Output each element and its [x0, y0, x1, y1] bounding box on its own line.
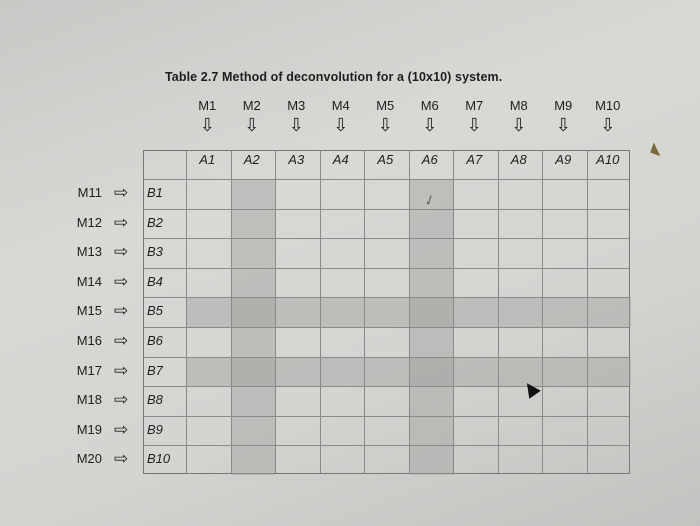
column-header: A10 — [596, 152, 620, 167]
grid-hline — [144, 357, 629, 358]
column-header: A7 — [466, 152, 483, 167]
grid-vline — [542, 151, 543, 473]
column-header: A8 — [510, 152, 527, 167]
row-header: B3 — [147, 244, 163, 260]
row-header: B10 — [147, 451, 171, 467]
table-title: Table 2.7 Method of deconvolution for a (10x10) system. — [165, 70, 503, 84]
left-label: M15 — [76, 303, 102, 319]
right-arrow-icon: ⇨ — [114, 212, 129, 232]
row-header: B4 — [147, 273, 163, 289]
right-arrow-icon: ⇨ — [114, 449, 129, 469]
left-label: M11 — [77, 185, 102, 200]
check-mark-icon: ✓ — [421, 190, 438, 210]
grid-vline — [409, 151, 410, 473]
down-arrow-icon: ⇩ — [422, 115, 438, 135]
grid-hline — [144, 179, 629, 180]
grid-hline — [144, 268, 629, 269]
top-label: M5 — [376, 98, 395, 113]
grid-hline — [144, 209, 629, 210]
grid-vline — [587, 151, 588, 473]
column-header: A9 — [555, 152, 572, 167]
row-header: B7 — [147, 362, 163, 378]
left-label: M19 — [76, 421, 102, 437]
row-header: B8 — [147, 392, 163, 408]
top-label: M1 — [198, 98, 217, 113]
down-arrow-icon: ⇩ — [333, 115, 349, 135]
top-label: M4 — [331, 98, 350, 113]
right-arrow-icon: ⇨ — [114, 183, 129, 202]
top-label: M8 — [509, 98, 528, 113]
row-header: B6 — [147, 333, 163, 348]
left-label: M16 — [76, 333, 102, 348]
column-header: A4 — [332, 152, 349, 167]
right-arrow-icon: ⇨ — [114, 331, 129, 350]
top-label: M7 — [465, 98, 484, 113]
right-arrow-icon: ⇨ — [114, 242, 129, 262]
down-arrow-icon: ⇩ — [600, 115, 616, 135]
left-label: M14 — [76, 273, 102, 289]
row-header: B5 — [147, 303, 163, 319]
right-arrow-icon: ⇨ — [114, 419, 129, 439]
top-label: M2 — [242, 98, 261, 113]
grid-vline — [364, 151, 365, 473]
grid-hline — [144, 386, 629, 387]
down-arrow-icon: ⇩ — [555, 115, 571, 135]
grid-vline — [231, 151, 232, 473]
right-arrow-icon: ⇨ — [114, 390, 129, 410]
down-arrow-icon: ⇩ — [377, 115, 393, 135]
right-arrow-icon: ⇨ — [114, 271, 129, 291]
left-label: M12 — [76, 214, 102, 230]
grid-hline — [144, 238, 629, 239]
down-arrow-icon: ⇩ — [244, 115, 260, 135]
deconvolution-grid — [143, 150, 630, 474]
grid-hline — [144, 416, 629, 417]
row-header: B2 — [147, 214, 163, 230]
down-arrow-icon: ⇩ — [466, 115, 482, 135]
grid-vline — [275, 151, 276, 473]
edge-mark: ◣ — [649, 138, 666, 158]
top-label: M6 — [420, 98, 439, 113]
top-label: M9 — [554, 98, 573, 113]
left-label: M17 — [76, 362, 102, 378]
right-arrow-icon: ⇨ — [114, 301, 129, 321]
column-header: A5 — [377, 152, 394, 167]
row-header: B1 — [147, 185, 163, 200]
grid-hline — [144, 445, 629, 446]
grid-hline — [144, 297, 629, 298]
top-label: M3 — [287, 98, 306, 113]
right-arrow-icon: ⇨ — [114, 360, 129, 380]
left-label: M20 — [76, 451, 102, 467]
grid-vline — [498, 151, 499, 473]
grid-vline — [453, 151, 454, 473]
down-arrow-icon: ⇩ — [511, 115, 527, 135]
top-label: M10 — [595, 98, 621, 113]
down-arrow-icon: ⇩ — [288, 115, 304, 135]
column-header: A2 — [243, 152, 260, 167]
left-label: M13 — [76, 244, 102, 260]
grid-hline — [144, 327, 629, 328]
left-label: M18 — [76, 392, 102, 408]
grid-vline — [186, 151, 187, 473]
column-header: A1 — [199, 152, 216, 167]
row-header: B9 — [147, 421, 163, 437]
column-header: A6 — [421, 152, 438, 167]
down-arrow-icon: ⇩ — [199, 115, 215, 135]
column-header: A3 — [288, 152, 305, 167]
grid-vline — [320, 151, 321, 473]
